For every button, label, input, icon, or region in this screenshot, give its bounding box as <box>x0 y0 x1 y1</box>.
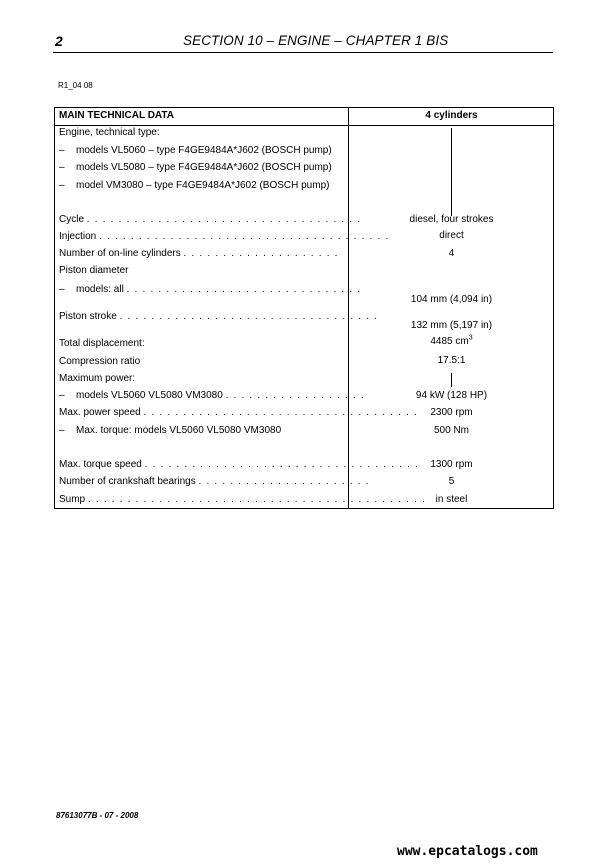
table-row: Sump . . . . . . . . . . . . . . . . . . . . . . . . . . . . . . . . . . . . . . . . . . . <box>59 494 427 505</box>
table-value: 4485 $cm^3$ <box>430 334 473 347</box>
table-row: – models VL5060 – type F4GE9484A*J602 (BOSCH pump) <box>59 145 346 156</box>
table-value: 17.5:1 <box>437 355 466 366</box>
table-value: 4 <box>448 248 455 259</box>
table-row: Maximum power: <box>59 373 136 384</box>
table-row: Number of crankshaft bearings . . . . . . . . . . . . . . . . . . . . . . <box>59 476 370 487</box>
table-value: 2300 rpm <box>430 407 473 418</box>
table-row: – Max. torque: models VL5060 VL5080 VM3080 <box>59 425 346 436</box>
table-header-right: 4 cylinders <box>425 110 478 121</box>
document-code: 87613077B - 07 - 2008 <box>56 811 139 820</box>
table-value: 500 Nm <box>433 425 469 436</box>
table-value: 132 mm (5,197 in) <box>410 320 493 331</box>
table-row: Max. power speed . . . . . . . . . . . . . . . . . . . . . . . . . . . . . . . . . . . <box>59 407 419 418</box>
table-value: 5 <box>448 476 455 487</box>
table-row: Cycle . . . . . . . . . . . . . . . . . . . . . . . . . . . . . . . . . . . <box>59 214 362 225</box>
table-value: diesel, four strokes <box>409 214 494 225</box>
table-row: Injection . . . . . . . . . . . . . . . . . . . . . . . . . . . . . . . . . . . . . <box>59 231 390 242</box>
table-header-left: MAIN TECHNICAL DATA <box>59 110 174 121</box>
header-rule <box>53 52 553 53</box>
value-guide-line <box>451 128 452 216</box>
table-row: Piston stroke . . . . . . . . . . . . . . . . . . . . . . . . . . . . . . . . . <box>59 311 379 322</box>
column-separator <box>348 108 349 508</box>
table-row: Compression ratio <box>59 356 141 367</box>
table-value: direct <box>439 230 464 241</box>
reference-code: R1_04 08 <box>58 81 93 90</box>
table-header-row <box>55 108 553 126</box>
table-row: Total displacement: <box>59 338 145 349</box>
technical-data-table <box>54 107 554 509</box>
table-row: – models VL5080 – type F4GE9484A*J602 (BOSCH pump) <box>59 162 346 173</box>
section-title: SECTION 10 – ENGINE – CHAPTER 1 BIS <box>183 33 449 48</box>
watermark-url: www.epcatalogs.com <box>397 844 538 859</box>
page-number: 2 <box>55 33 63 49</box>
table-row: Number of on-line cylinders . . . . . . . . . . . . . . . . . . . . <box>59 248 339 259</box>
table-value: 94 kW (128 HP) <box>415 390 488 401</box>
table-row: Max. torque speed . . . . . . . . . . . . . . . . . . . . . . . . . . . . . . . . . . . <box>59 459 420 470</box>
table-row: – models: all . . . . . . . . . . . . . . . . . . . . . . . . . . . . . . <box>59 284 346 295</box>
table-row: – model VM3080 – type F4GE9484A*J602 (BOSCH pump) <box>59 180 346 191</box>
table-value: in steel <box>435 494 468 505</box>
table-row: Piston diameter <box>59 265 129 276</box>
table-value: 104 mm (4,094 in) <box>410 294 493 305</box>
value-guide-line <box>451 373 452 387</box>
table-row: Engine, technical type: <box>59 127 160 138</box>
table-row: – models VL5060 VL5080 VM3080 . . . . . . . . . . . . . . . . . . <box>59 390 346 401</box>
table-value: 1300 rpm <box>430 459 473 470</box>
